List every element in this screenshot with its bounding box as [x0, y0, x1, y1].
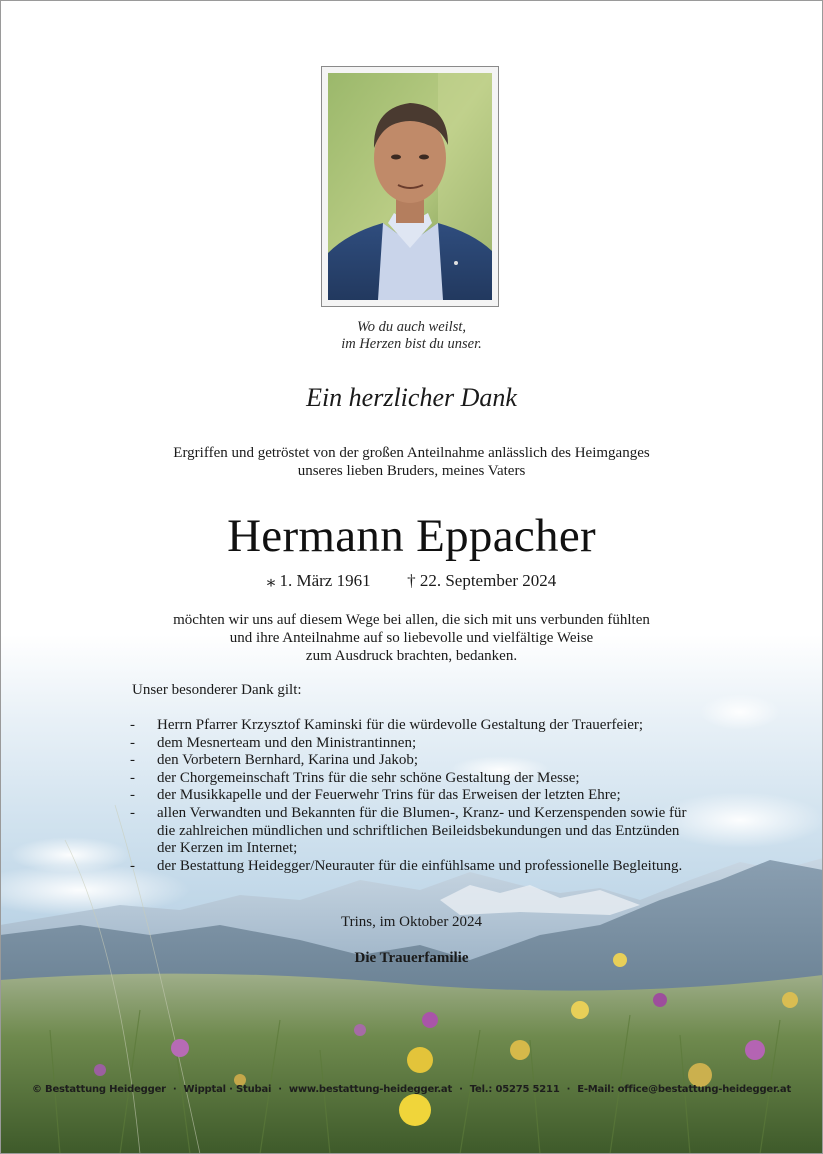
birth-date: 1. März 1961: [279, 571, 371, 590]
list-item: [130, 858, 700, 876]
list-item-text: den Vorbetern Bernhard, Karina und Jakob;: [157, 752, 419, 769]
list-dash: -: [130, 787, 135, 804]
list-dash: -: [130, 734, 135, 751]
footer-separator: ·: [566, 1084, 571, 1095]
body-line: zum Ausdruck brachten, bedanken.: [305, 648, 518, 664]
list-item-text: allen Verwandten und Bekannten für die Blumen-, Kranz- und Kerzenspenden sowie für die zahlreichen mündlichen und schriftlichen Beileidsbekundungen und das Entzünden der Kerzen im Internet;: [157, 804, 687, 857]
intro-text: [0, 444, 823, 480]
motto-line: Wo du auch weilst,: [356, 319, 467, 335]
footer-separator: ·: [278, 1084, 282, 1095]
footer-company: © Bestattung Heidegger: [31, 1084, 166, 1095]
life-dates: [0, 571, 823, 591]
list-dash: -: [130, 804, 135, 821]
footer: [0, 1084, 823, 1095]
deceased-name: Hermann Eppacher: [227, 510, 596, 562]
footer-phone: Tel.: 05275 5211: [469, 1084, 560, 1095]
list-item-text: der Bestattung Heidegger/Neurauter für die einfühlsame und professionelle Begleitung.: [157, 857, 683, 874]
intro-line: Ergriffen und getröstet von der großen Anteilnahme anlässlich des Heimganges: [173, 445, 650, 461]
list-item: [130, 805, 700, 858]
list-item-text: dem Mesnerteam und den Ministrantinnen;: [157, 734, 417, 751]
body-line: und ihre Anteilnahme auf so liebevolle und vielfältige Weise: [229, 630, 594, 646]
list-dash: -: [130, 752, 135, 769]
thanks-body: [0, 611, 823, 665]
list-dash: -: [130, 717, 135, 733]
death-cross-icon: †: [407, 571, 416, 590]
list-item: [130, 770, 700, 788]
death-date: 22. September 2024: [419, 571, 557, 590]
list-item: [130, 787, 700, 805]
portrait-photo: [328, 73, 492, 300]
thanks-list: [130, 717, 700, 875]
list-item: [130, 752, 700, 770]
footer-separator: ·: [459, 1084, 463, 1095]
footer-region: Wipptal · Stubai: [183, 1084, 272, 1095]
intro-line: unseres lieben Bruders, meines Vaters: [297, 463, 526, 479]
list-dash: -: [130, 769, 135, 786]
footer-website[interactable]: www.bestattung-heidegger.at: [288, 1084, 453, 1095]
motto: [0, 319, 823, 353]
portrait-frame: [321, 66, 499, 307]
list-dash: -: [130, 857, 135, 874]
motto-line: im Herzen bist du unser.: [341, 336, 482, 352]
body-line: möchten wir uns auf diesem Wege bei allen, die sich mit uns verbunden fühlten: [173, 612, 650, 628]
list-item: [130, 717, 700, 735]
footer-separator: ·: [172, 1084, 177, 1095]
footer-email[interactable]: E-Mail: office@bestattung-heidegger.at: [577, 1084, 792, 1095]
place-date: Trins, im Oktober 2024: [340, 914, 483, 930]
list-item-text: Herrn Pfarrer Krzysztof Kaminski für die würdevolle Gestaltung der Trauerfeier;: [157, 717, 644, 733]
family-signature: Die Trauerfamilie: [354, 950, 469, 966]
birth-star-icon: ⁎: [266, 571, 276, 590]
list-item-text: der Chorgemeinschaft Trins für die sehr schöne Gestaltung der Messe;: [157, 769, 580, 786]
thanks-heading: Ein herzlicher Dank: [306, 383, 517, 412]
list-item-text: der Musikkapelle und der Feuerwehr Trins für das Erweisen der letzten Ehre;: [157, 787, 621, 804]
special-thanks-label: Unser besonderer Dank gilt:: [132, 682, 302, 698]
list-item: [130, 735, 700, 753]
